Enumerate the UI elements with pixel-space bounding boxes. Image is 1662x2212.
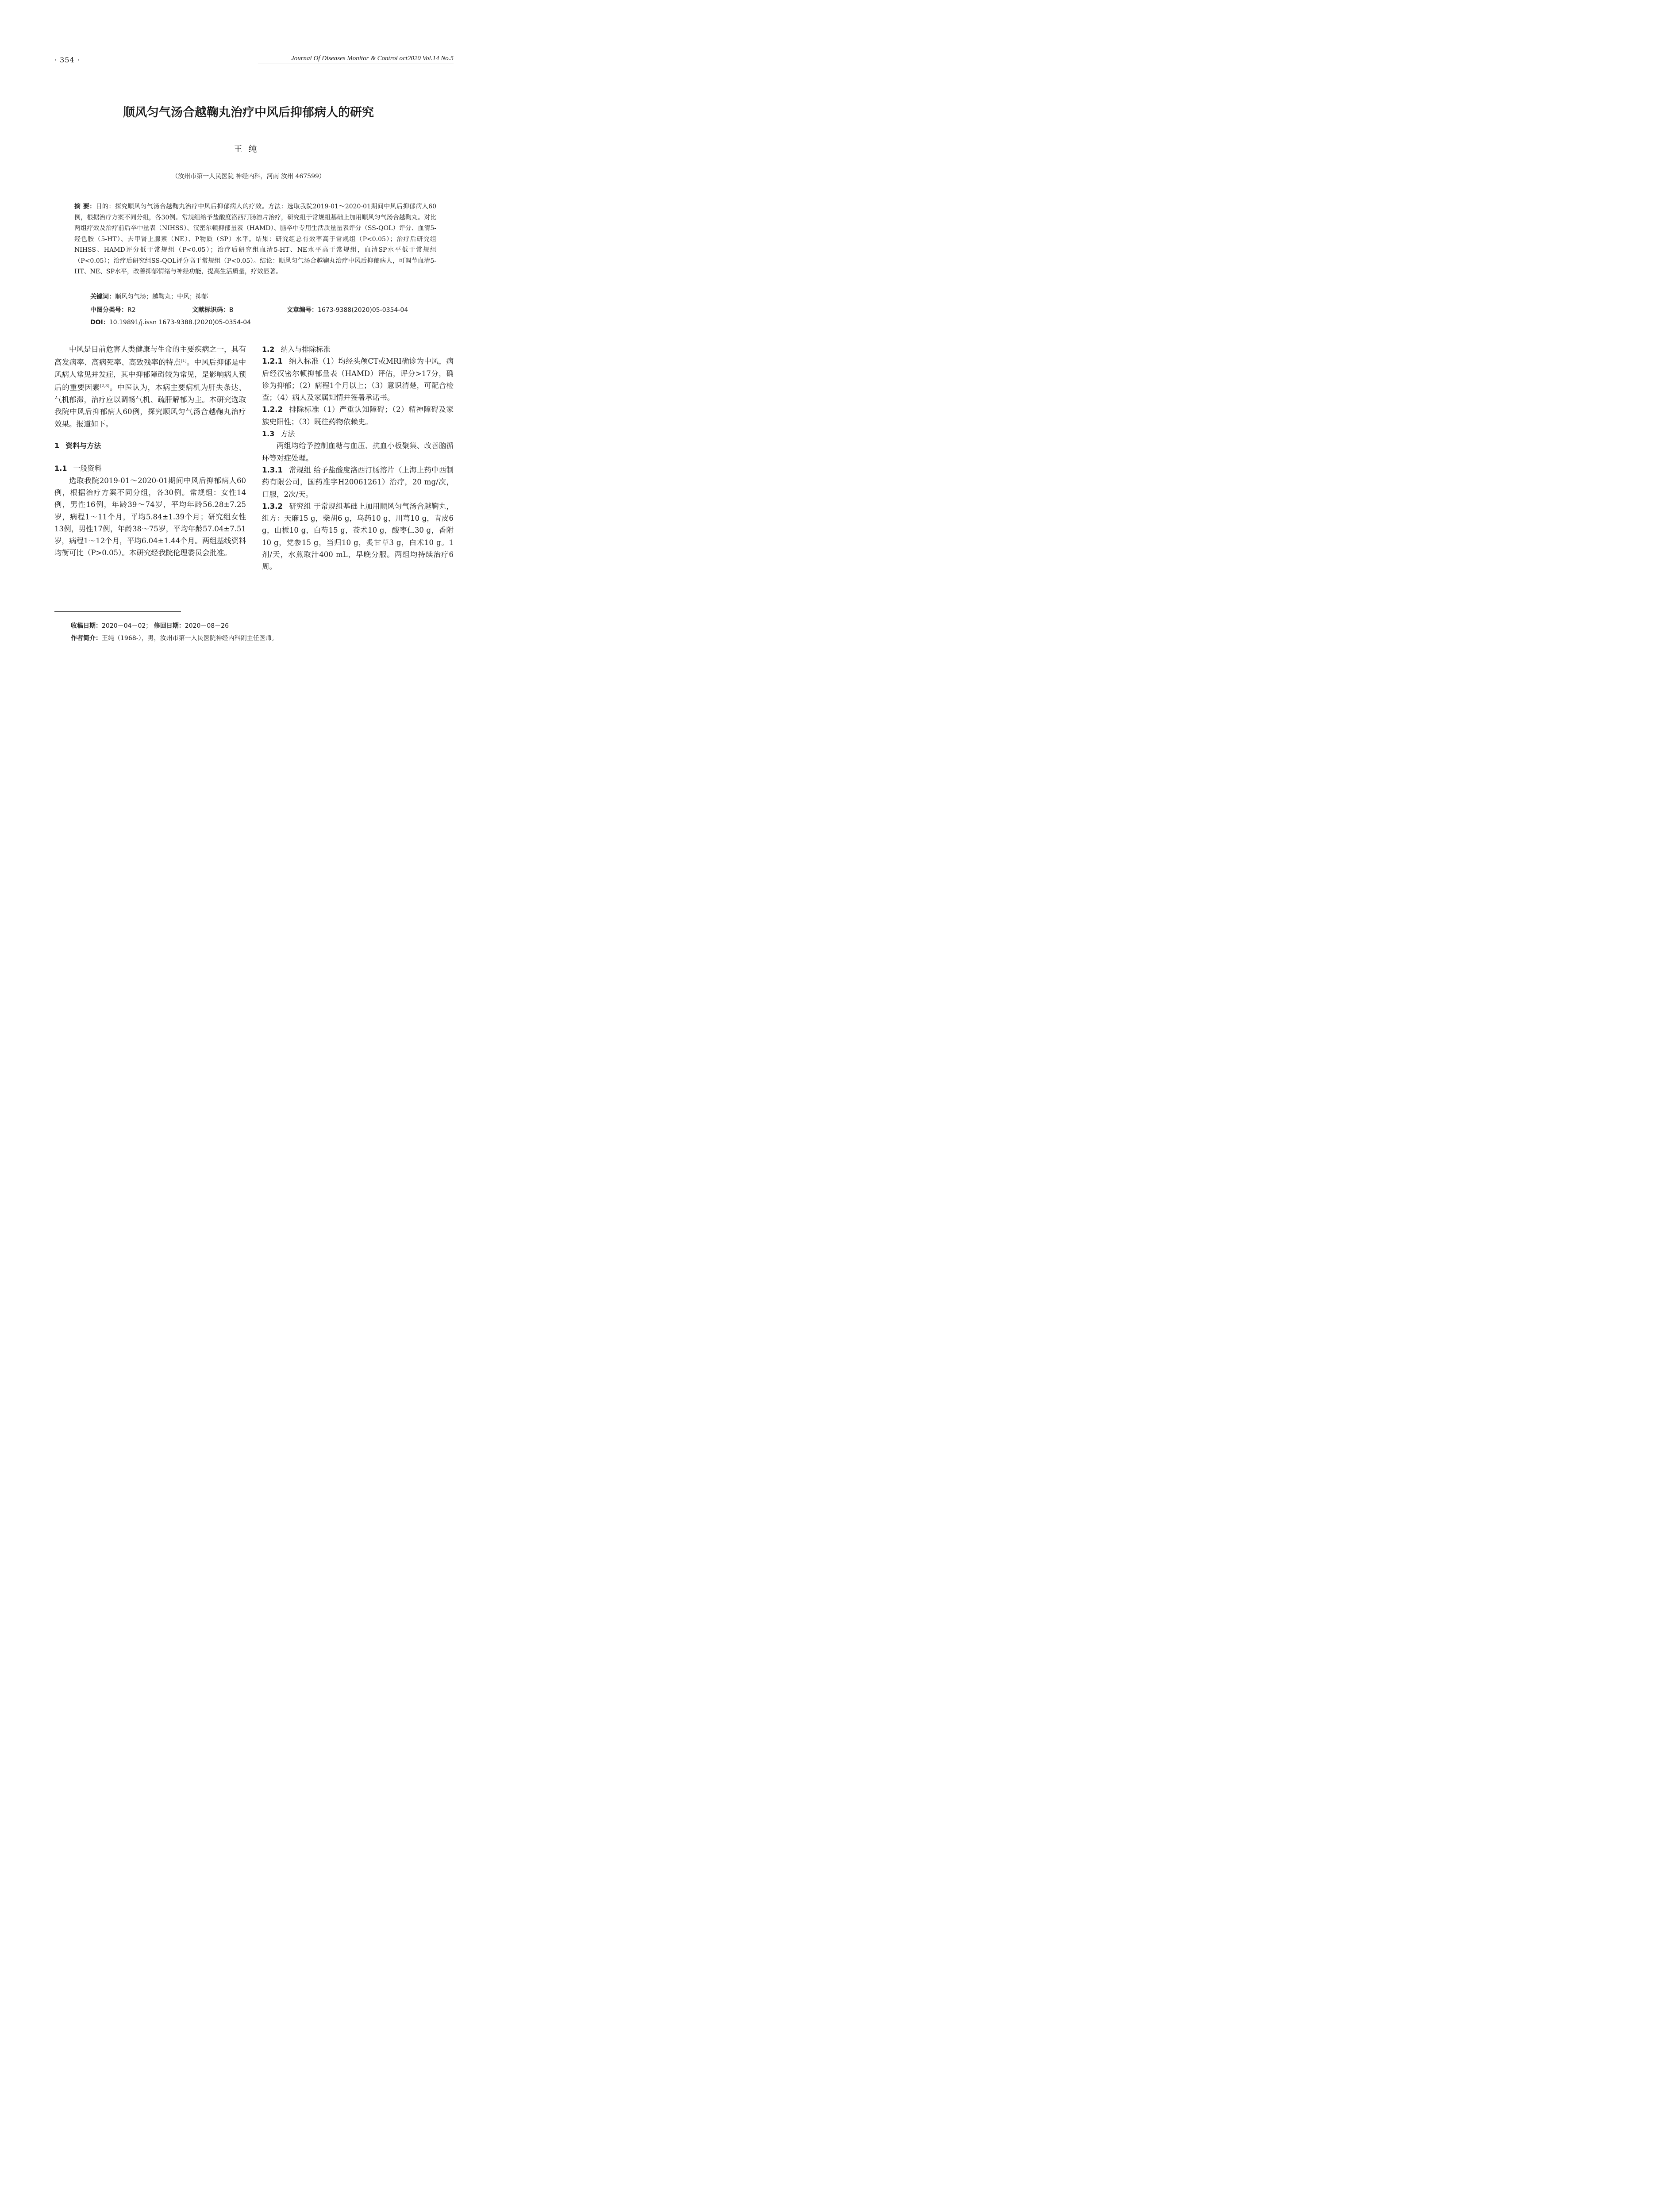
article-number bbox=[287, 305, 408, 314]
article-number-value: 1673-9388(2020)05-0354-04 bbox=[318, 307, 408, 314]
page-number: · 354 · bbox=[54, 56, 80, 64]
abstract-text: 目的：探究顺风匀气汤合越鞠丸治疗中风后抑郁病人的疗效。方法：选取我院2019-01～2020-01期间中风后抑郁病人60例，根据治疗方案不同分组，各30例。常规组给予盐酸度洛西汀肠溶片治疗，研究组于常规组基础上加用顺风匀气汤合越鞠丸。对比两组疗效及治疗前后卒中量表（NIHSS）、汉密尔顿抑郁量表（HAMD）、脑卒中专用生活质量量表评分（SS-QOL）评分、血清5-羟色胺（5-HT）、去甲肾上腺素（NE）、P物质（SP）水平。结果：研究组总有效率高于常规组（P<0.05）；治疗后研究组NIHSS、HAMD评分低于常规组（P<0.05）；治疗后研究组血清5-HT、NE水平高于常规组，血清SP水平低于常规组（P<0.05）；治疗后研究组SS-QOL评分高于常规组（P<0.05）。结论：顺风匀气汤合越鞠丸治疗中风后抑郁病人，可调节血清5-HT、NE、SP水平，改善抑郁情绪与神经功能，提高生活质量，疗效显著。 bbox=[74, 203, 436, 275]
clc bbox=[90, 305, 136, 314]
keywords-value: 顺风匀气汤；越鞠丸；中风；抑郁 bbox=[115, 293, 208, 300]
received-label: 收稿日期： bbox=[71, 622, 102, 630]
bio-text: 王纯（1968-），男，汝州市第一人民医院神经内科副主任医师。 bbox=[102, 635, 278, 642]
section-1-1-text: 选取我院2019-01～2020-01期间中风后抑郁病人60例，根据治疗方案不同分组，各30例。常规组：女性14例，男性16例，年龄39～74岁，平均年龄56.28±7.25岁，病程1～11个月，平均5.84±1.39个月；研究组女性13例，男性17例，年龄38～75岁，平均年龄57.04±7.51岁，病程1～12个月，平均6.04±1.44个月。两组基线资料均衡可比（P>0.05）。本研究经我院伦理委员会批准。 bbox=[54, 476, 246, 557]
footnote-rule bbox=[54, 611, 181, 612]
section-1-title: 资料与方法 bbox=[65, 442, 101, 450]
doi-value: 10.19891/j.issn 1673-9388.(2020)05-0354-04 bbox=[109, 319, 251, 326]
section-1-3-2-text: 研究组 于常规组基础上加用顺风匀气汤合越鞠丸，组方：天麻15 g，柴胡6 g，乌药10 g，川芎10 g，青皮6 g，山栀10 g，白芍15 g，苍术10 g，酸枣仁30 g，香附10 g，党参15 g，当归10 g，炙甘草3 g，白术10 g。1剂/天，水煎取汁400 mL，早晚分服。两组均持续治疗6周。 bbox=[262, 502, 454, 571]
clc-label: 中图分类号： bbox=[90, 307, 127, 314]
intro-text-b: 。中风后抑郁是中风病人常见并发症，其中抑郁障碍较为常见，是影响病人预后的重要因素 bbox=[54, 358, 246, 392]
article-number-label: 文章编号： bbox=[287, 307, 318, 314]
abstract bbox=[74, 201, 436, 277]
intro-paragraph bbox=[54, 343, 246, 430]
citation-2: [2,3] bbox=[100, 384, 110, 389]
bio-label: 作者简介： bbox=[71, 635, 102, 642]
section-1-2-title: 纳入与排除标准 bbox=[281, 345, 331, 353]
affiliation: （汝州市第一人民医院 神经内科，河南 汝州 467599） bbox=[172, 173, 325, 180]
abstract-label: 摘 要： bbox=[74, 203, 96, 210]
section-1-3-text: 两组均给予控制血糖与血压、抗血小板聚集、改善脑循环等对症处理。 bbox=[262, 442, 454, 462]
doi bbox=[90, 318, 251, 326]
section-1-2-2-text: 排除标准（1）严重认知障碍；（2）精神障碍及家族史阳性；（3）既往药物依赖史。 bbox=[262, 405, 454, 426]
left-column bbox=[54, 343, 246, 559]
section-1-2-2 bbox=[262, 403, 454, 428]
section-1-3-2 bbox=[262, 500, 454, 573]
doc-code-value: B bbox=[229, 307, 234, 314]
journal-header: Journal Of Diseases Monitor & Control oct2020 Vol.14 No.5 bbox=[291, 55, 454, 62]
section-1-2-1-number: 1.2.1 bbox=[262, 357, 283, 366]
section-1-1-title: 一般资料 bbox=[73, 464, 102, 473]
section-1-3-1-number: 1.3.1 bbox=[262, 465, 283, 474]
section-1-1-heading bbox=[54, 462, 246, 474]
section-1-3-heading bbox=[262, 428, 454, 440]
author: 王纯 bbox=[234, 144, 263, 154]
doc-code-label: 文献标识码： bbox=[192, 307, 229, 314]
section-1-3-title: 方法 bbox=[281, 430, 295, 438]
section-1-heading bbox=[54, 440, 246, 452]
section-1-2-heading bbox=[262, 343, 454, 355]
section-1-3-number: 1.3 bbox=[262, 430, 275, 438]
section-1-3-1-text: 常规组 给予盐酸度洛西汀肠溶片（上海上药中西制药有限公司，国药准字H20061261）治疗，20 mg/次，口服，2次/天。 bbox=[262, 465, 454, 499]
doi-label: DOI： bbox=[90, 319, 109, 326]
revised-label: 修回日期： bbox=[154, 622, 185, 630]
doc-code bbox=[192, 305, 234, 314]
clc-value: R2 bbox=[127, 307, 136, 314]
intro-text-a: 中风是目前危害人类健康与生命的主要疾病之一，具有高发病率、高病死率、高致残率的特点 bbox=[54, 345, 246, 367]
section-1-2-number: 1.2 bbox=[262, 345, 275, 353]
citation-1: [1] bbox=[181, 359, 187, 364]
section-1-2-1 bbox=[262, 355, 454, 403]
paper-title: 顺风匀气汤合越鞠丸治疗中风后抑郁病人的研究 bbox=[123, 106, 374, 119]
received-date: 2020－04－02； bbox=[102, 622, 152, 630]
intro-text-c: 。中医认为，本病主要病机为肝失条达、气机郁滞，治疗应以调畅气机、疏肝解郁为主。本研究选取我院中风后抑郁病人60例，探究顺风匀气汤合越鞠丸治疗效果。报道如下。 bbox=[54, 383, 246, 428]
revised-date: 2020－08－26 bbox=[185, 622, 229, 630]
section-1-number: 1 bbox=[54, 442, 60, 450]
section-1-1-number: 1.1 bbox=[54, 464, 67, 473]
keywords-label: 关键词： bbox=[90, 293, 115, 300]
footnote-author-bio bbox=[71, 634, 278, 642]
section-1-3-2-number: 1.3.2 bbox=[262, 502, 283, 511]
keywords bbox=[90, 292, 208, 301]
section-1-3-1 bbox=[262, 464, 454, 500]
section-1-2-1-text: 纳入标准（1）均经头颅CT或MRI确诊为中风，病后经汉密尔顿抑郁量表（HAMD）评估，评分>17分，确诊为抑郁；（2）病程1个月以上；（3）意识清楚，可配合检查；（4）病人及家属知情并签署承诺书。 bbox=[262, 357, 454, 402]
footnote-dates bbox=[71, 621, 229, 630]
right-column bbox=[262, 343, 454, 573]
section-1-2-2-number: 1.2.2 bbox=[262, 405, 283, 414]
